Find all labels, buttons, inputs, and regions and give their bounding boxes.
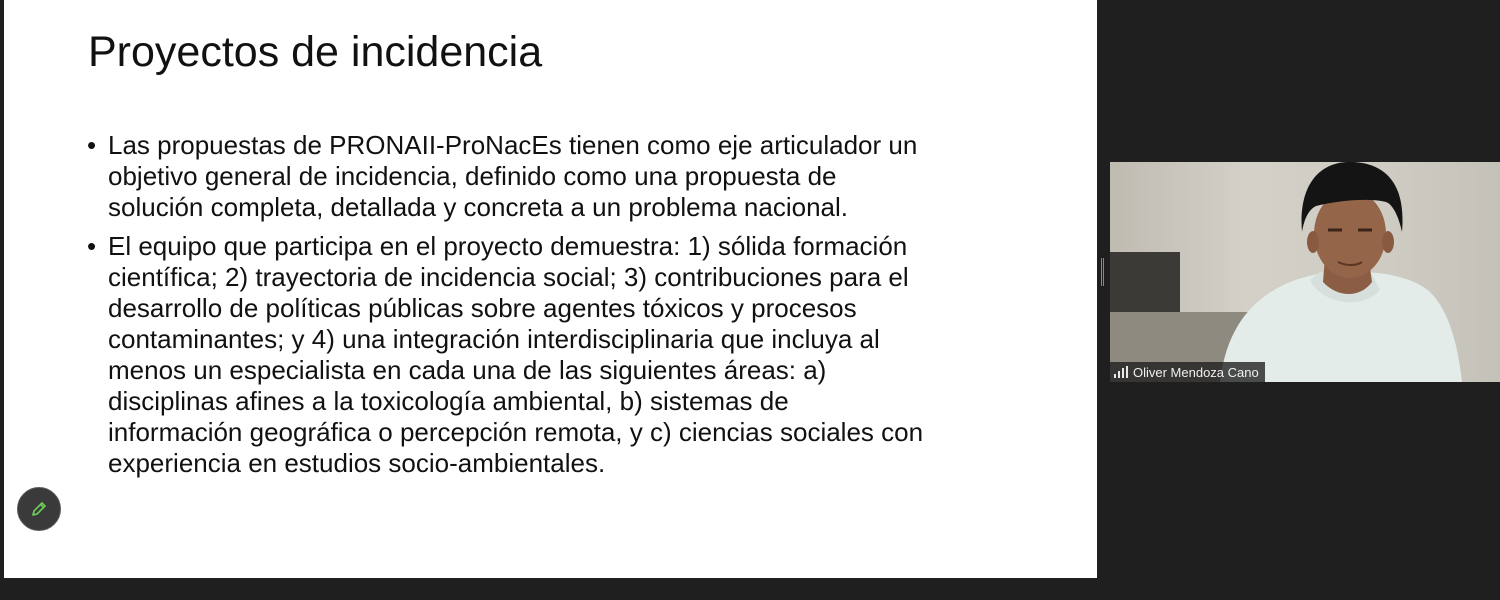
bullet-line: objetivo general de incidencia, definido como una propuesta de xyxy=(108,161,837,191)
participant-video-tile[interactable] xyxy=(1110,162,1500,382)
bullet-line: desarrollo de políticas públicas sobre agentes tóxicos y procesos xyxy=(108,293,857,323)
bullet-line: experiencia en estudios socio-ambientales. xyxy=(108,448,606,478)
signal-strength-icon xyxy=(1114,366,1128,378)
shared-slide xyxy=(4,0,1097,578)
bullet-line: Las propuestas de PRONAII-ProNacEs tienen como eje articulador un xyxy=(108,130,918,160)
bullet-line: contaminantes; y 4) una integración interdisciplinaria que incluya al xyxy=(108,324,880,354)
bullet-line: El equipo que participa en el proyecto demuestra: 1) sólida formación xyxy=(108,231,908,261)
panel-resize-handle[interactable] xyxy=(1101,258,1104,286)
bullet-line: solución completa, detallada y concreta a un problema nacional. xyxy=(108,192,849,222)
bullet-line: disciplinas afines a la toxicología ambiental, b) sistemas de xyxy=(108,386,789,416)
bullet-line: menos un especialista en cada una de las siguientes áreas: a) xyxy=(108,355,827,385)
participant-name: Oliver Mendoza Cano xyxy=(1133,364,1259,380)
bullet-item-1 xyxy=(84,130,1044,223)
bullet-line: información geográfica o percepción remota, y c) ciencias sociales con xyxy=(108,417,924,447)
annotate-pen-button[interactable] xyxy=(17,487,61,531)
participant-video-figure xyxy=(1110,162,1500,382)
participant-name-label xyxy=(1110,362,1265,382)
bullet-dot: • xyxy=(87,130,97,160)
slide-bullet-list xyxy=(84,130,1044,487)
slide-title: Proyectos de incidencia xyxy=(88,28,543,76)
bullet-dot: • xyxy=(87,231,97,261)
bullet-line: científica; 2) trayectoria de incidencia social; 3) contribuciones para el xyxy=(108,262,909,292)
pencil-icon xyxy=(29,499,49,519)
bullet-item-2 xyxy=(84,231,1044,479)
